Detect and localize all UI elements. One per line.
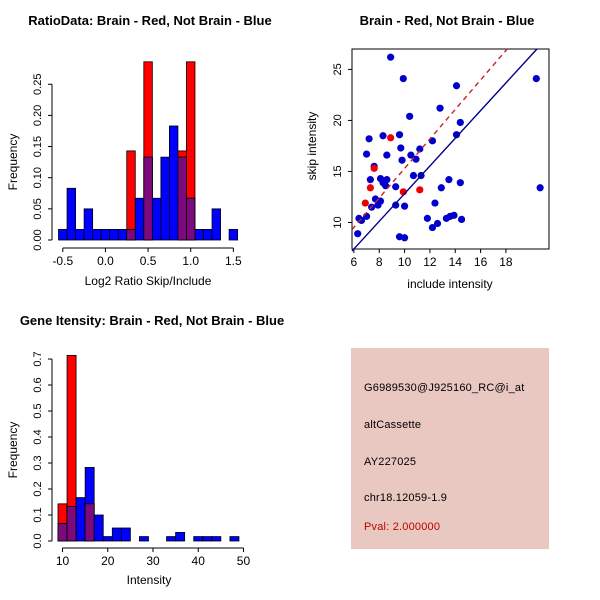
scatter-point-not-brain [457,179,464,186]
y-tick-label: 0.25 [32,73,44,95]
scatter-point-not-brain [401,234,408,241]
scatter-point-not-brain [406,113,413,120]
x-tick-label: 20 [101,554,115,568]
hist-bar-blue [152,198,161,240]
x-tick-label: 0.0 [97,254,114,268]
x-tick-label: -0.5 [52,254,74,268]
scatter-point-not-brain [533,75,540,82]
y-tick-label: 0.2 [32,481,44,497]
hist-bar-blue [139,537,148,541]
hist-bar-blue [194,537,203,541]
scatter-point-not-brain [457,119,464,126]
scatter-point-not-brain [379,132,386,139]
x-tick-label: 18 [499,255,513,269]
scatter-point-not-brain [383,176,390,183]
x-tick-label: 10 [55,554,70,568]
hist-bar-blue [76,498,85,541]
scatter-point-not-brain [401,203,408,210]
scatter-point-not-brain [431,199,438,206]
hist-bar-blue [112,528,121,541]
x-tick-label: 6 [350,255,358,269]
hist-bar-blue [212,209,221,240]
x-tick-label: 14 [448,255,462,269]
hist-bar-blue [76,229,85,240]
scatter-point-not-brain [367,176,374,183]
y-tick-label: 0.20 [32,104,44,127]
x-tick-label: 12 [423,255,437,269]
x-tick-label: 50 [236,554,251,568]
hist-bar-overlap [85,504,94,541]
scatter-point-not-brain [424,215,431,222]
gene-info-panel [351,348,549,549]
scatter-point-not-brain [383,152,390,159]
scatter-point-not-brain [363,151,370,158]
x-tick-label: 40 [191,554,205,568]
hist-bar-blue [169,126,178,240]
scatter-point-brain [387,134,394,141]
scatter-point-not-brain [537,184,544,191]
hist-bar-overlap [67,506,76,541]
hist-bar-blue [230,537,239,541]
splice-type-text: altCassette [364,419,422,431]
ratio-histogram-panel [0,0,300,300]
hist-bar-blue [59,229,68,240]
scatter-point-not-brain [374,202,381,209]
hist-bar-blue [204,229,213,240]
hist-bar-blue [101,229,110,240]
hist-bar-blue [84,209,93,240]
hist-bar-blue [167,537,176,541]
hist-bar-blue [161,157,170,240]
y-tick-label: 0.3 [32,455,44,471]
hist-bar-blue [93,229,102,240]
hist-bar-overlap [58,524,67,541]
scatter-point-not-brain [354,230,361,237]
hist-bar-blue [121,528,130,541]
x-tick-label: 1.5 [225,254,242,268]
x-tick-label: 10 [397,255,412,269]
y-tick-label: 0.15 [32,135,44,158]
y-tick-label: 20 [332,114,344,127]
hist-bar-blue [176,532,185,541]
intensity-scatter-panel [300,0,600,300]
scatter-point-not-brain [453,82,460,89]
y-tick-label: 0.00 [32,229,44,251]
x-axis-label: Intensity [126,573,172,587]
hist-bar-blue [110,229,119,240]
scatter-point-not-brain [387,54,394,61]
scatter-point-not-brain [434,220,441,227]
hist-bar-overlap [178,157,187,240]
hist-bar-overlap [127,229,136,240]
scatter-point-not-brain [450,212,457,219]
y-tick-label: 0.0 [32,533,44,549]
hist-bar-blue [203,537,212,541]
x-tick-label: 16 [473,255,488,269]
scatter-point-not-brain [396,131,403,138]
hist-bar-blue [67,188,76,240]
hist-bar-blue [118,229,127,240]
x-tick-label: 8 [375,255,383,269]
gene-intensity-histogram-panel [0,300,300,600]
y-axis-label: skip intensity [305,111,319,181]
scatter-point-not-brain [445,176,452,183]
y-tick-label: 0.1 [32,507,44,523]
scatter-point-not-brain [458,216,465,223]
probe-id-text: G6989530@J925160_RC@i_at [364,382,525,394]
y-tick-label: 10 [332,216,344,229]
scatter-point-not-brain [410,172,417,179]
hist-bar-overlap [144,157,153,240]
x-tick-label: 1.0 [182,254,200,268]
y-tick-label: 0.05 [32,198,44,220]
scatter-point-not-brain [438,184,445,191]
scatter-point-not-brain [436,105,443,112]
y-tick-label: 0.6 [32,377,44,393]
hist-bar-overlap [186,198,195,240]
scatter-point-brain [416,186,423,193]
pval-text: Pval: 2.000000 [364,521,441,533]
chart-title: Brain - Red, Not Brain - Blue [359,13,535,28]
hist-bar-blue [135,198,144,240]
x-tick-label: 0.5 [139,254,157,268]
scatter-point-brain [362,199,369,206]
scatter-point-not-brain [366,135,373,142]
y-tick-label: 0.10 [32,166,44,189]
x-tick-label: 30 [146,554,160,568]
scatter-point-brain [367,184,374,191]
hist-bar-blue [229,229,238,240]
location-text: chr18.12059-1.9 [364,492,448,504]
y-axis-label: Frequency [6,421,20,479]
y-axis-label: Frequency [6,133,20,191]
chart-title: RatioData: Brain - Red, Not Brain - Blue [28,13,272,28]
scatter-point-not-brain [400,75,407,82]
y-tick-label: 0.4 [32,429,44,445]
y-tick-label: 15 [332,165,344,178]
y-tick-label: 25 [332,63,344,76]
y-tick-label: 0.5 [32,403,44,419]
accession-text: AY227025 [364,456,417,468]
scatter-point-not-brain [397,144,404,151]
x-axis-label: include intensity [407,277,493,291]
scatter-point-not-brain [363,213,370,220]
hist-bar-blue [212,537,221,541]
scatter-point-not-brain [392,183,399,190]
hist-bar-blue [94,515,103,541]
chart-title: Gene Itensity: Brain - Red, Not Brain - Blue [19,313,285,328]
scatter-point-not-brain [412,156,419,163]
scatter-point-not-brain [398,157,405,164]
y-tick-label: 0.7 [32,351,44,367]
x-axis-label: Log2 Ratio Skip/Include [84,274,212,288]
scatter-point-brain [371,165,378,172]
hist-bar-blue [103,537,112,541]
hist-bar-red [127,151,136,240]
hist-bar-blue [195,229,204,240]
